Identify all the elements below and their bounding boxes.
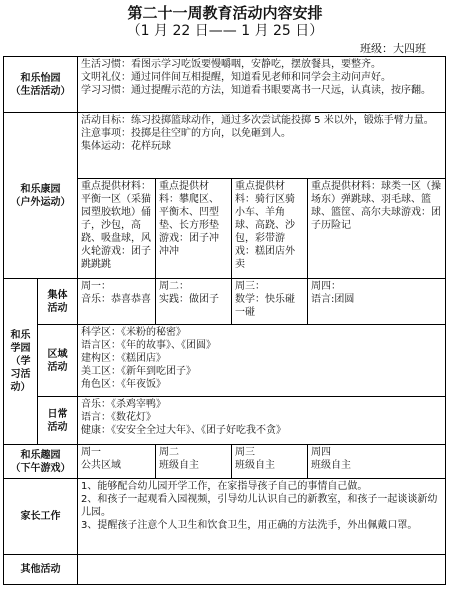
area-line: 美工区：《新年到吃团子》 <box>81 366 196 377</box>
parents-line: 2、和孩子一起观看入园视频，引导幼儿认识自己的新教室，和孩子一起谈谈新幼儿园。 <box>81 494 438 518</box>
learning-label: 和乐 学园 （学 习活 动） <box>4 279 38 445</box>
row-fun <box>4 445 446 479</box>
area-line: 语言区：《年的故事》、《团圆》 <box>81 340 216 351</box>
row-learning-area <box>4 325 446 397</box>
daily-line: 语言：《数花灯》 <box>81 412 156 423</box>
area-label: 区域 活动 <box>38 325 78 397</box>
parents-label: 家长工作 <box>4 479 78 555</box>
group-day-4: 周四： 语言:团圆 <box>308 279 446 325</box>
outdoor-line: 集体运动：花样玩球 <box>81 141 171 152</box>
parents-line: 1、能够配合幼儿园开学工作，在家指导孩子自己的事情自己做。 <box>81 481 368 492</box>
station-2: 重点提供材料：攀爬区、平衡木、凹型垫、长方形垫游戏：团子冲冲冲 <box>156 179 232 279</box>
class-label: 班级：大四班 <box>360 42 426 55</box>
life-content <box>78 57 446 113</box>
area-line: 角色区：《年夜饭》 <box>81 379 166 390</box>
schedule-table <box>3 56 446 585</box>
daily-label: 日常 活动 <box>38 397 78 445</box>
date-range: （1 月 22 日—— 1 月 25 日） <box>126 23 324 39</box>
outdoor-content <box>78 113 446 179</box>
outdoor-label: 和乐康园 （户外运动） <box>4 113 78 279</box>
row-learning-daily <box>4 397 446 445</box>
daily-line: 音乐：《杀鸡宰鸭》 <box>81 399 166 410</box>
other-label: 其他活动 <box>4 555 78 585</box>
area-content <box>78 325 446 397</box>
parents-content <box>78 479 446 555</box>
area-line: 建构区：《糕团店》 <box>81 353 166 364</box>
row-learning-group <box>4 279 446 325</box>
row-other <box>4 555 446 585</box>
fun-day-2: 周二 班级自主 <box>156 445 232 479</box>
outdoor-line: 注意事项：投掷是往空旷的方向，以免砸到人。 <box>81 128 291 139</box>
daily-line: 健康：《安安全全过大年》、《团子好吃我不贪》 <box>81 425 286 436</box>
life-line: 学习习惯：通过提醒示范的方法，知道看书眼要离书一尺远，认真读，按序翻。 <box>81 85 431 96</box>
outdoor-line: 活动目标：练习投掷篮球动作，通过多次尝试能投掷 5 米以外，锻炼手臂力量。 <box>81 115 434 126</box>
station-4: 重点提供材料：球类一区（操场东）弹跳球、羽毛球、篮球、篮筐、高尔夫球游戏：团子历险记 <box>308 179 446 279</box>
station-3: 重点提供材料：骑行区骑小车、羊角球、高跷、沙包，彩带游戏：糕团店外卖 <box>232 179 308 279</box>
life-label: 和乐怡园 （生活活动） <box>4 57 78 113</box>
station-1: 重点提供材料：平衡一区（采猫园塑胶软地）俑子，沙包，高跷、吸盘球，风火轮游戏：团子跳跳跳 <box>78 179 156 279</box>
row-outdoor-top <box>4 113 446 179</box>
page-title: 第二十一周教育活动内容安排 <box>127 4 323 22</box>
life-line: 生活习惯：看图示学习吃饭要慢嚼咽，安静吃，摆放餐具，要整齐。 <box>81 59 381 70</box>
group-day-2: 周二： 实践：做团子 <box>156 279 232 325</box>
row-parents <box>4 479 446 555</box>
life-line: 文明礼仪：通过同伴间互相提醒，知道看见老师和同学会主动问声好。 <box>81 72 391 83</box>
row-life <box>4 57 446 113</box>
fun-day-1: 周一 公共区域 <box>78 445 156 479</box>
group-label: 集体 活动 <box>38 279 78 325</box>
daily-content <box>78 397 446 445</box>
group-day-3: 周三： 数学：快乐碰一碰 <box>232 279 308 325</box>
parents-line: 3、提醒孩子注意个人卫生和饮食卫生，用正确的方法洗手，外出佩戴口罩。 <box>81 520 418 531</box>
other-content <box>78 555 446 585</box>
group-day-1: 周一： 音乐：恭喜恭喜 <box>78 279 156 325</box>
fun-label: 和乐趣园 （下午游戏） <box>4 445 78 479</box>
fun-day-4: 周四 班级自主 <box>308 445 446 479</box>
area-line: 科学区：《米粉的秘密》 <box>81 327 186 338</box>
fun-day-3: 周三 班级自主 <box>232 445 308 479</box>
